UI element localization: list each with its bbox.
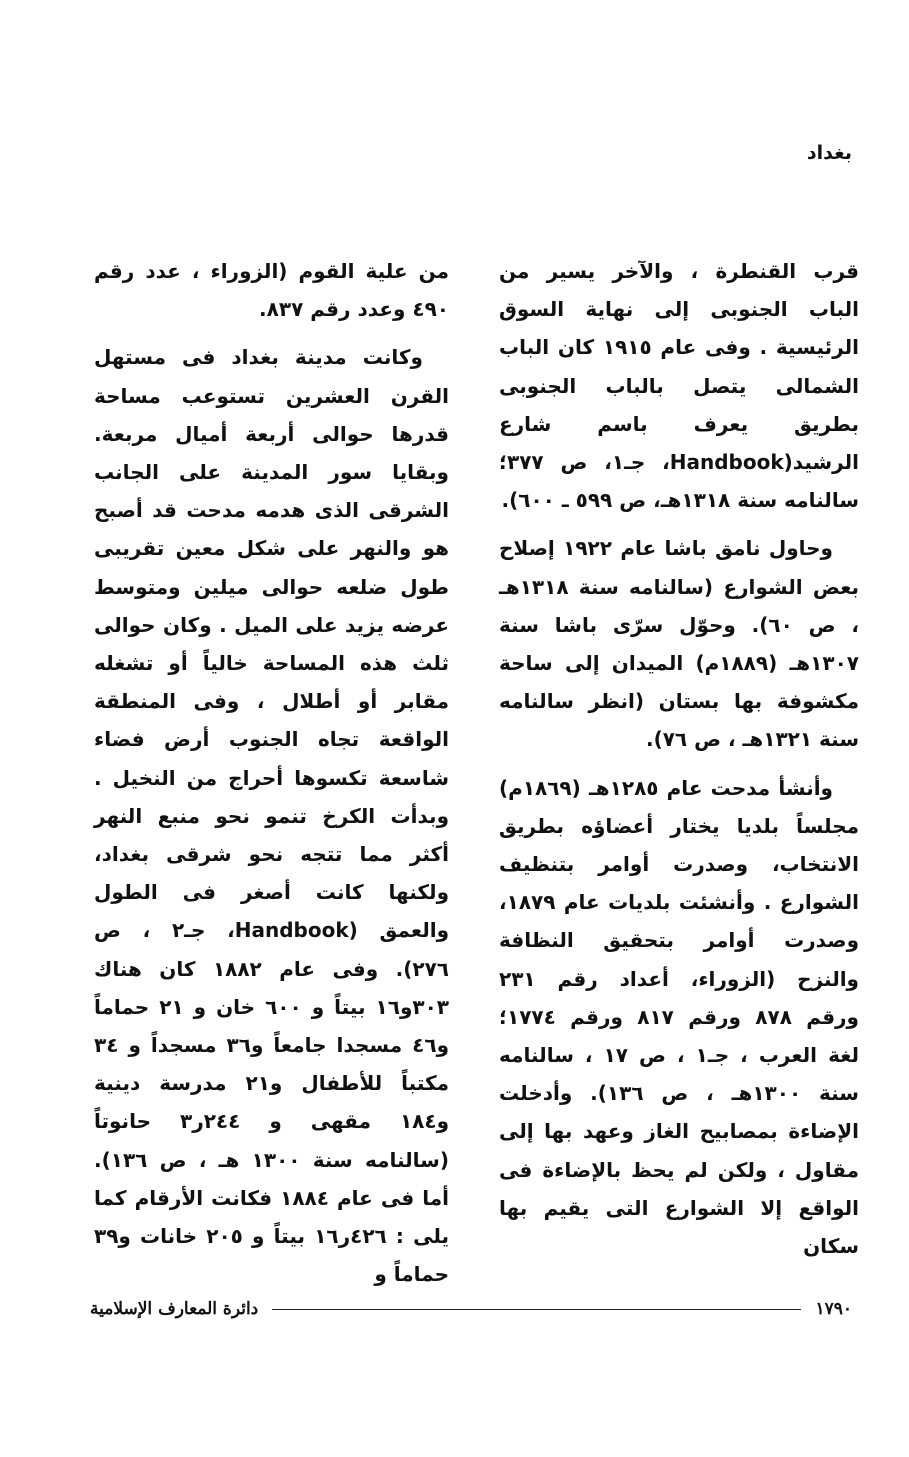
footer-divider [272, 1309, 801, 1310]
left-paragraph-1: من علية القوم (الزوراء ، عدد رقم ٤٩٠ وعدد رقم ٨٣٧. [94, 259, 449, 322]
publication-title: دائرة المعارف الإسلامية [90, 1299, 259, 1319]
right-column [499, 252, 859, 1275]
page-footer [90, 1294, 852, 1324]
right-paragraph-2: وحاول نامق باشا عام ١٩٢٢ إصلاح بعض الشوارع (سالنامه سنة ١٣١٨هـ ، ص ٦٠). وحوّل سرّى باشا سنة ١٣٠٧هـ (١٨٨٩م) الميدان إلى ساحة مكشوفة بها بستان (انظر سالنامه سنة ١٣٢١هـ ، ص ٧٦). [499, 536, 859, 752]
left-paragraph-2: وكانت مدينة بغداد فى مستهل القرن العشرين تستوعب مساحة قدرها حوالى أربعة أميال مربعة. وبقايا سور المدينة على الجانب الشرقى الذى هدمه مدحت قد أصبح هو والنهر على شكل معين تقريبى طول ضلعه حوالى ميلين ومتوسط عرضه يزيد على الميل . وكان حوالى ثلث هذه المساحة خالياً أو تشغله مقابر أو أطلال ، وفى المنطقة الواقعة تجاه الجنوب أرض فضاء شاسعة تكسوها أحراج من النخيل . وبدأت الكرخ تنمو نحو منبع النهر أكثر مما تتجه نحو شرقى بغداد، ولكنها كانت أصغر فى الطول والعمق (Handbook، جـ٢ ، ص ٢٧٦). وفى عام ١٨٨٢ كان هناك ٣٠٣و١٦ بيتاً و ٦٠٠ خان و ٢١ حماماً و٤٦ مسجدا جامعاً و٣٦ مسجداً و ٣٤ مكتباً للأطفال و٢١ مدرسة دينية و١٨٤ مقهى و ٢٤٤ر٣ حانوتاً (سالنامه سنة ١٣٠٠ هـ ، ص ١٣٦). أما فى عام ١٨٨٤ فكانت الأرقام كما يلى : ٤٢٦ر١٦ بيتاً و ٢٠٥ خانات و٣٩ حماماً و [94, 345, 450, 1287]
right-paragraph-3: وأنشأ مدحت عام ١٢٨٥هـ (١٨٦٩م) مجلساً بلديا يختار أعضاؤه بطريق الانتخاب، وصدرت أوامر بتنظيف الشوارع . وأنشئت بلديات عام ١٨٧٩، وصدرت أوامر بتحقيق النظافة والنزح (الزوراء، أعداد رقم ٢٣١ ورقم ٨٧٨ ورقم ٨١٧ ورقم ١٧٧٤؛ لغة العرب ، جـ١ ، ص ١٧ ، سالنامه سنة ١٣٠٠هـ ، ص ١٣٦). وأدخلت الإضاءة بمصابيح الغاز وعهد بها إلى مقاول ، ولكن لم يحظ بالإضاءة فى الواقع إلا الشوارع التى يقيم بها سكان [499, 775, 859, 1259]
left-column [94, 252, 449, 1303]
right-paragraph-1: قرب القنطرة ، والآخر يسير من الباب الجنوبى إلى نهاية السوق الرئيسية . وفى عام ١٩١٥ كان الباب الشمالى يتصل بالباب الجنوبى بطريق يعرف باسم شارع الرشيد(Handbook، جـ١، ص ٣٧٧؛ سالنامه سنة ١٣١٨هـ، ص ٥٩٩ ـ ٦٠٠). [499, 259, 859, 513]
running-header: بغداد [806, 142, 852, 164]
page-number: ١٧٩٠ [815, 1299, 852, 1319]
